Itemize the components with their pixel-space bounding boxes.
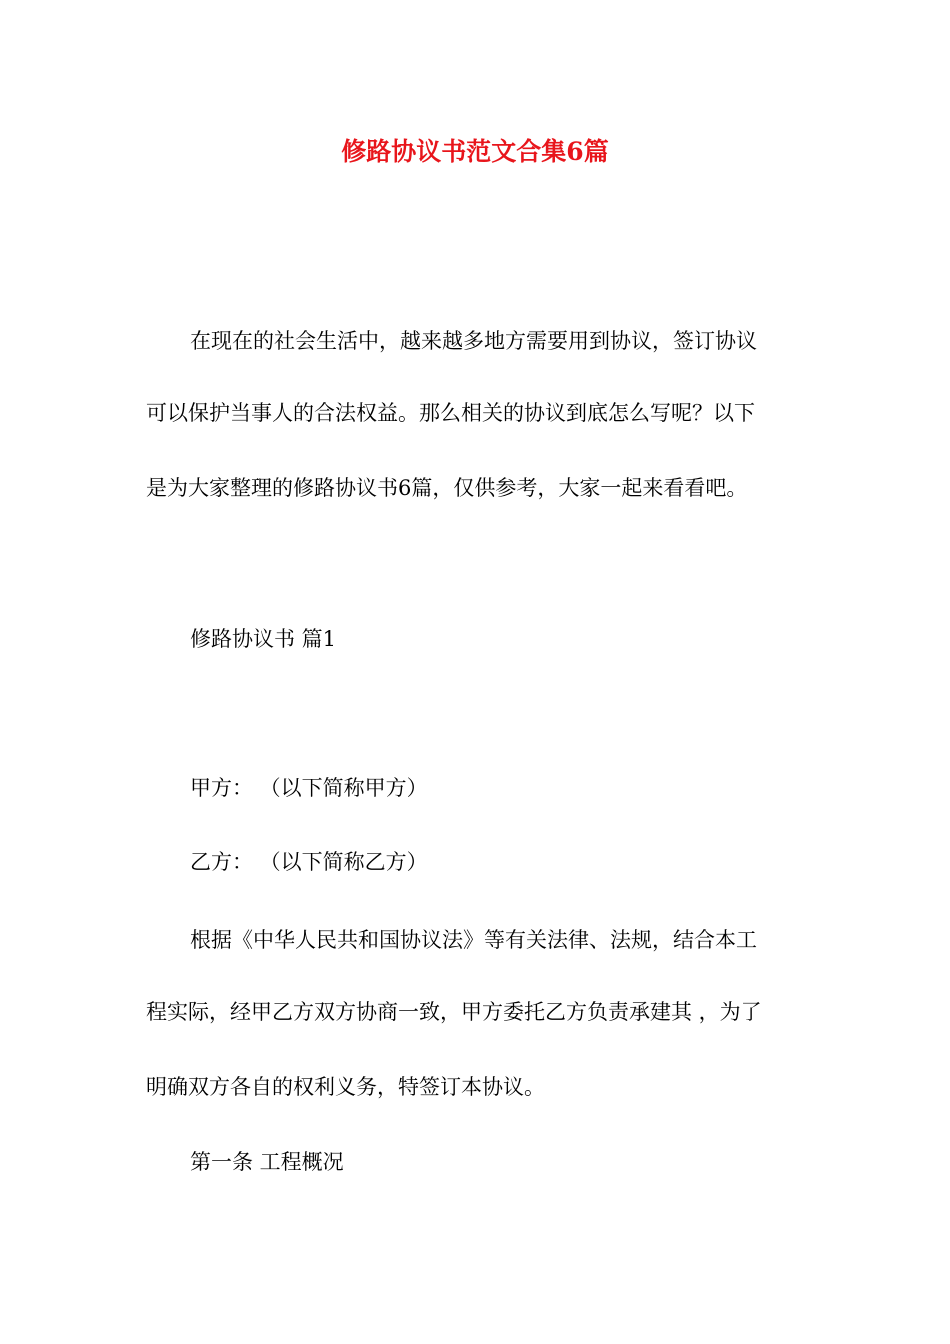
preamble-line-1: 根据《中华人民共和国协议法》等有关法律、法规，结合本工 <box>190 928 757 952</box>
party-b-line: 乙方： （以下简称乙方） <box>190 850 428 874</box>
party-a-line: 甲方： （以下简称甲方） <box>190 776 428 800</box>
preamble-line-2: 程实际，经甲乙方双方协商一致，甲方委托乙方负责承建其 ，为了 <box>146 1000 762 1024</box>
document-title: 修路协议书范文合集6篇 <box>341 137 609 166</box>
intro-line-3: 是为大家整理的修路协议书6篇，仅供参考，大家一起来看看吧。 <box>146 476 748 500</box>
intro-line-1: 在现在的社会生活中，越来越多地方需要用到协议，签订协议 <box>190 329 757 353</box>
article-1-heading: 第一条 工程概况 <box>190 1150 344 1174</box>
preamble-line-3: 明确双方各自的权利义务，特签订本协议。 <box>146 1075 545 1099</box>
intro-line-2: 可以保护当事人的合法权益。那么相关的协议到底怎么写呢？以下 <box>146 401 755 425</box>
section-heading: 修路协议书 篇1 <box>190 627 337 651</box>
